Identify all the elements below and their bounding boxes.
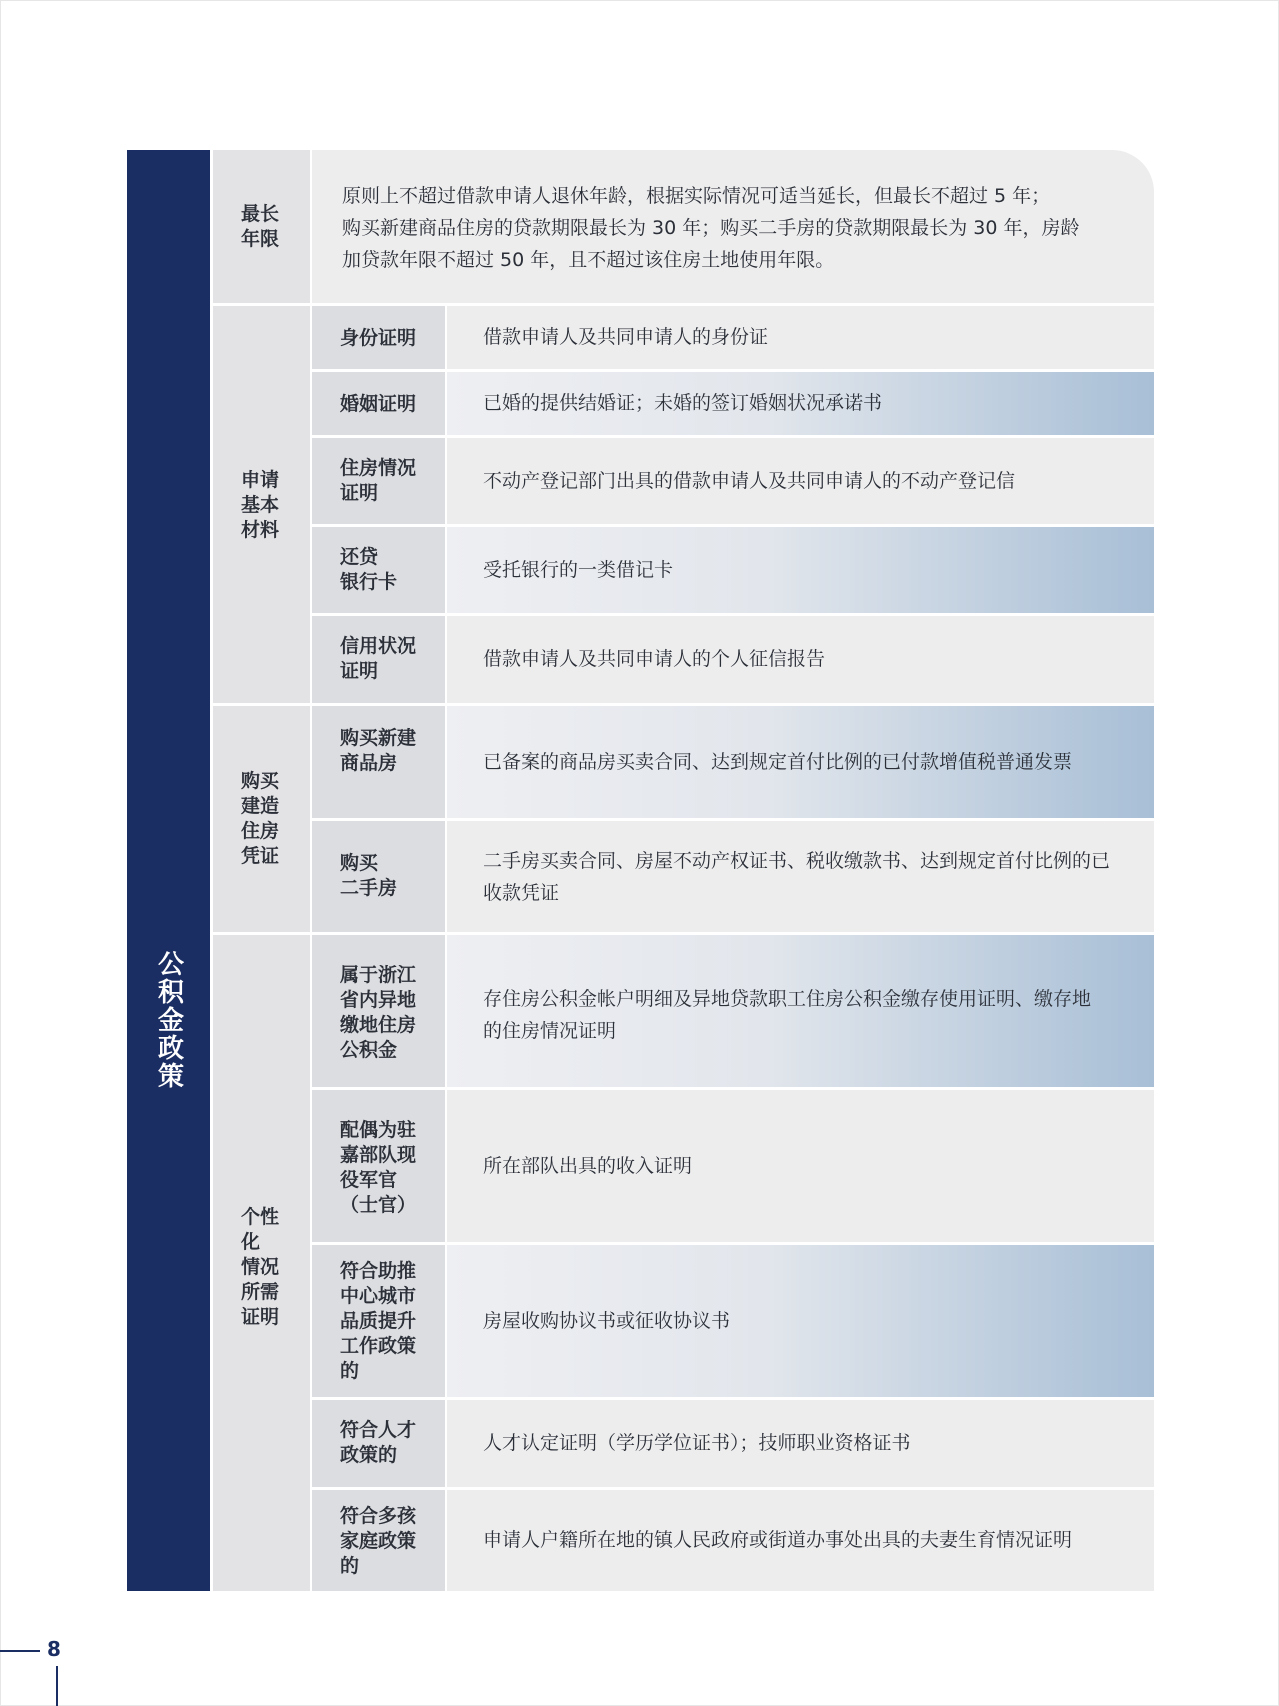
item-label: 符合人才 政策的 <box>312 1400 445 1487</box>
item-label: 婚姻证明 <box>312 372 445 435</box>
item-content: 已备案的商品房买卖合同、达到规定首付比例的已付款增值税普通发票 <box>447 706 1154 818</box>
item-label: 住房情况 证明 <box>312 438 445 524</box>
item-label: 符合多孩 家庭政策 的 <box>312 1490 445 1591</box>
page-number: 8 <box>47 1637 61 1661</box>
side-band <box>127 150 210 1591</box>
item-label: 信用状况 证明 <box>312 616 445 703</box>
item-content: 申请人户籍所在地的镇人民政府或街道办事处出具的夫妻生育情况证明 <box>447 1490 1154 1591</box>
item-content: 人才认定证明（学历学位证书）；技师职业资格证书 <box>447 1400 1154 1487</box>
item-content: 房屋收购协议书或征收协议书 <box>447 1245 1154 1397</box>
item-label: 购买 二手房 <box>312 821 445 932</box>
item-content: 所在部队出具的收入证明 <box>447 1090 1154 1242</box>
group-label-personal-proof: 个性 化 情况 所需 证明 <box>213 935 310 1591</box>
item-content: 已婚的提供结婚证；未婚的签订婚姻状况承诺书 <box>447 372 1154 435</box>
item-label: 符合助推 中心城市 品质提升 工作政策 的 <box>312 1245 445 1397</box>
page-number-rule <box>0 1650 40 1652</box>
group-label-basic-materials: 申请 基本 材料 <box>213 306 310 703</box>
item-content: 二手房买卖合同、房屋不动产权证书、税收缴款书、达到规定首付比例的已 收款凭证 <box>447 821 1154 932</box>
group-label-purchase-proof: 购买 建造 住房 凭证 <box>213 706 310 932</box>
item-content: 受托银行的一类借记卡 <box>447 527 1154 613</box>
page-number-divider <box>56 1666 58 1706</box>
item-content: 不动产登记部门出具的借款申请人及共同申请人的不动产登记信 <box>447 438 1154 524</box>
item-content: 借款申请人及共同申请人的身份证 <box>447 306 1154 369</box>
item-label: 身份证明 <box>312 306 445 369</box>
group-label-max-term: 最长 年限 <box>213 150 310 303</box>
item-label: 购买新建 商品房 <box>312 706 445 818</box>
max-term-content: 原则上不超过借款申请人退休年龄，根据实际情况可适当延长，但最长不超过 5 年； 购买新建商品住房的贷款期限最长为 30 年；购买二手房的贷款期限最长为 30 年，房龄 加贷款年限不超过 50 年，且不超过该住房土地使用年限。 <box>312 150 1154 303</box>
item-content: 存住房公积金帐户明细及异地贷款职工住房公积金缴存使用证明、缴存地 的住房情况证明 <box>447 935 1154 1087</box>
item-label: 还贷 银行卡 <box>312 527 445 613</box>
section-title: 公积金政策 <box>153 950 184 1090</box>
item-label: 属于浙江 省内异地 缴地住房 公积金 <box>312 935 445 1087</box>
item-content: 借款申请人及共同申请人的个人征信报告 <box>447 616 1154 703</box>
item-label: 配偶为驻 嘉部队现 役军官 （士官） <box>312 1090 445 1242</box>
